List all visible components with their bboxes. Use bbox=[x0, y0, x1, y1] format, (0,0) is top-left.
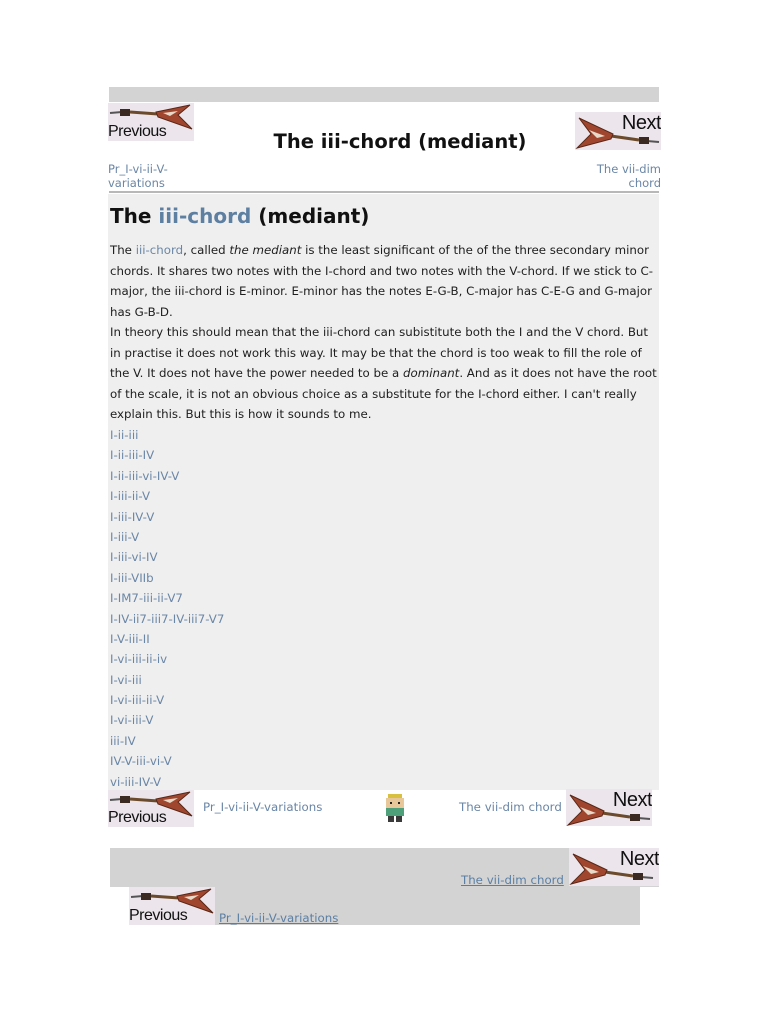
next-link-line1: The vii-dim bbox=[596, 162, 661, 176]
pixel-character-icon[interactable] bbox=[380, 794, 410, 822]
article-content bbox=[108, 194, 659, 790]
previous-button[interactable] bbox=[108, 790, 194, 827]
heading-text-post: (mediant) bbox=[251, 204, 370, 228]
article-body bbox=[110, 240, 658, 425]
progression-link[interactable]: I-vi-iii bbox=[110, 672, 142, 687]
progression-item bbox=[110, 751, 224, 771]
progression-link[interactable]: I-iii-V bbox=[110, 529, 140, 544]
progression-item bbox=[110, 629, 224, 649]
next-page-link[interactable]: The vii-dim chord bbox=[461, 873, 564, 887]
p1-post: is the least significant of the of the three secondary minor chords. It shares two notes with the I-chord and two notes with the V-chord. If we stick to C-major, the iii-chord is E-minor. E-minor has the notes E-G-B, C-major has C-E-G and G-major has G-B-D. bbox=[110, 243, 654, 319]
progression-item bbox=[110, 425, 224, 445]
previous-button[interactable] bbox=[129, 887, 215, 925]
progression-item bbox=[110, 486, 224, 506]
progression-item bbox=[110, 710, 224, 730]
progression-list bbox=[110, 425, 224, 790]
p1-pre: The bbox=[110, 243, 136, 257]
previous-link-line2: variations bbox=[108, 176, 165, 190]
iii-chord-link[interactable]: iii-chord bbox=[135, 243, 184, 257]
heading-text-pre: The bbox=[110, 204, 159, 228]
progression-link[interactable]: I-IV-ii7-iii7-IV-iii7-V7 bbox=[110, 611, 225, 626]
previous-page-link[interactable]: Pr_I-vi-ii-V-variations bbox=[203, 800, 323, 814]
progression-link[interactable]: I-iii-IV-V bbox=[110, 509, 155, 524]
p2-post: . And as it does not have the root of the scale, it is not an obvious choice as a substitute for the I-chord either. I can't really explain this. But this is how it sounds to me. bbox=[110, 366, 657, 421]
progression-item bbox=[110, 588, 224, 608]
progression-link[interactable]: I-IM7-iii-ii-V7 bbox=[110, 591, 183, 606]
p1-emphasis: the mediant bbox=[229, 243, 302, 257]
next-label: Next bbox=[619, 848, 659, 870]
progression-item bbox=[110, 445, 224, 465]
progression-link[interactable]: I-vi-iii-ii-V bbox=[110, 693, 165, 708]
next-label: Next bbox=[612, 789, 652, 811]
progression-link[interactable]: I-vi-iii-ii-iv bbox=[110, 652, 168, 667]
progression-item bbox=[110, 507, 224, 527]
progression-link[interactable]: I-iii-VIIb bbox=[110, 570, 154, 585]
progression-link[interactable]: I-ii-iii-IV bbox=[110, 448, 155, 463]
previous-page-link[interactable]: Pr_I-vi-ii-V-variations bbox=[219, 911, 339, 925]
p2-pre: In theory this should mean that the iii-chord can subistitute both the I and the V chord. But in practise it does not work this way. It may be that the chord is too weak to fill the role of the V. It does not have the power needed to be a bbox=[110, 325, 649, 380]
progression-link[interactable]: I-V-iii-II bbox=[110, 631, 150, 646]
next-label: Next bbox=[621, 112, 661, 134]
paragraph-1 bbox=[110, 240, 658, 322]
previous-label: Previous bbox=[108, 123, 167, 140]
previous-label: Previous bbox=[129, 907, 188, 924]
progression-item bbox=[110, 609, 224, 629]
p2-emphasis: dominant bbox=[403, 366, 460, 380]
p1-mid: , called bbox=[183, 243, 230, 257]
header-divider bbox=[109, 191, 659, 193]
progression-item bbox=[110, 547, 224, 567]
progression-item bbox=[110, 466, 224, 486]
next-page-link[interactable]: The vii-dim chord bbox=[459, 800, 562, 814]
paragraph-2 bbox=[110, 322, 658, 425]
next-button[interactable] bbox=[569, 848, 659, 886]
progression-link[interactable]: I-vi-iii-V bbox=[110, 713, 154, 728]
progression-link[interactable]: I-ii-iii-vi-IV-V bbox=[110, 468, 180, 483]
next-button[interactable] bbox=[575, 112, 661, 150]
article-heading bbox=[110, 204, 369, 228]
progression-item bbox=[110, 670, 224, 690]
progression-link[interactable]: I-ii-iii bbox=[110, 428, 139, 442]
progression-item bbox=[110, 649, 224, 669]
progression-item bbox=[110, 568, 224, 588]
previous-button[interactable] bbox=[108, 103, 194, 141]
progression-link[interactable]: vi-iii-IV-V bbox=[110, 774, 162, 789]
progression-item bbox=[110, 772, 224, 790]
progression-link[interactable]: I-iii-vi-IV bbox=[110, 550, 158, 565]
progression-item bbox=[110, 731, 224, 751]
previous-link-line1: Pr_I-vi-ii-V- bbox=[108, 162, 168, 176]
next-button[interactable] bbox=[566, 789, 652, 826]
top-bar bbox=[109, 87, 659, 102]
next-link-line2: chord bbox=[628, 176, 661, 190]
progression-item bbox=[110, 527, 224, 547]
previous-label: Previous bbox=[108, 809, 167, 826]
heading-iii-chord-link[interactable]: iii-chord bbox=[158, 204, 252, 228]
page-title: The iii-chord (mediant) bbox=[273, 130, 527, 153]
progression-link[interactable]: IV-V-iii-vi-V bbox=[110, 754, 172, 769]
progression-item bbox=[110, 690, 224, 710]
next-page-link[interactable] bbox=[581, 162, 661, 190]
previous-page-link[interactable] bbox=[108, 162, 198, 190]
progression-link[interactable]: iii-IV bbox=[110, 733, 136, 748]
progression-link[interactable]: I-iii-ii-V bbox=[110, 489, 151, 504]
